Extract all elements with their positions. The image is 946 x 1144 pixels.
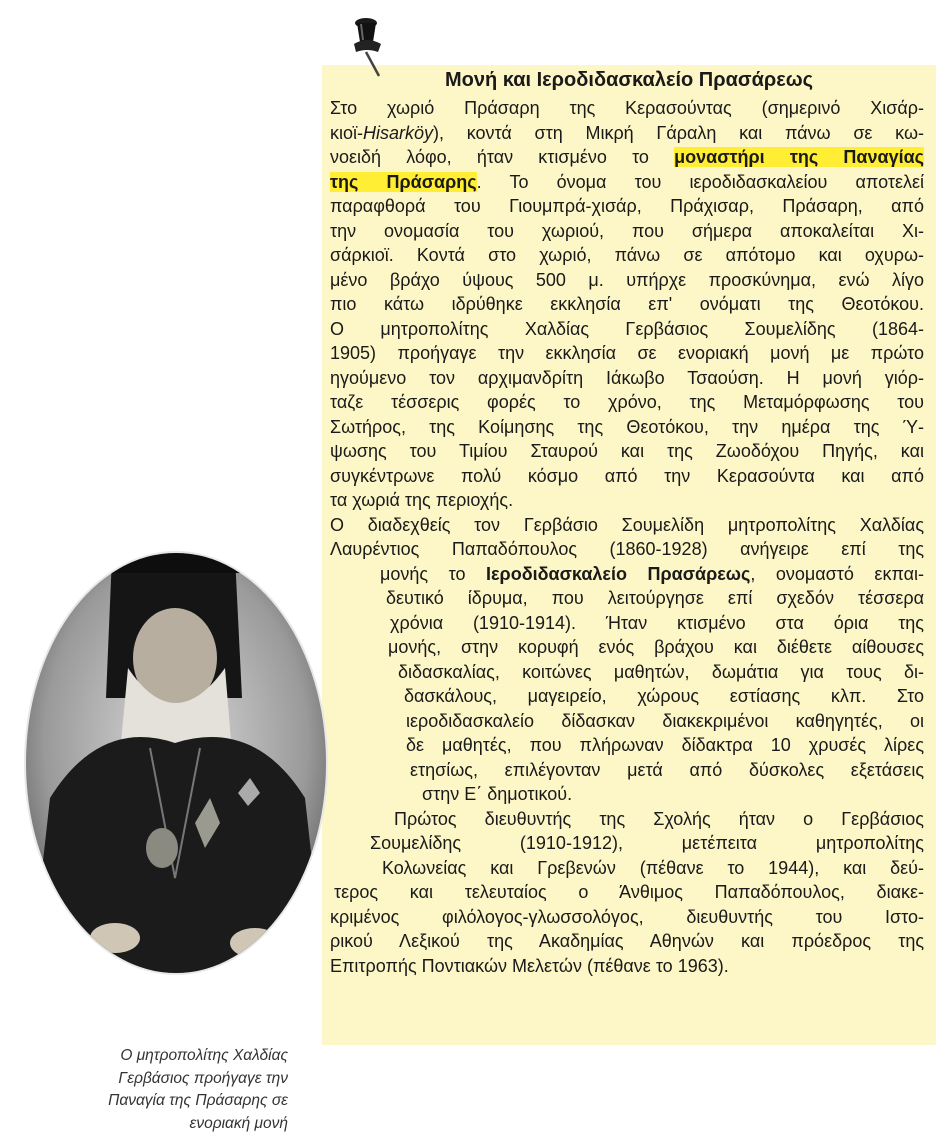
metropolitan-portrait [20,548,332,978]
article-line: κιοϊ-Hisarköy), κοντά στη Μικρή Γάραλη και πάνω σε κω- [330,122,924,143]
article-line: δασκάλους, μαγειρείο, χώρους εστίασης κλπ. Στο [404,686,924,706]
article-line: ταζε τέσσερις φορές το χρόνο, της Μεταμόρφωσης του [330,392,924,412]
caption-line: ενοριακή μονή [189,1114,288,1132]
article-line: τα χωριά της περιοχής. [330,490,514,510]
article-line: 1905) προήγαγε την εκκλησία σε ενοριακή μονή με πρώτο [330,343,924,363]
article-line: Ο διαδεχθείς τον Γερβάσιο Σουμελίδη μητροπολίτης Χαλδίας [330,514,924,535]
caption-line: Ο μητροπολίτης Χαλδίας [120,1047,288,1064]
article-line: ετησίως, επιλέγονταν μετά από δύσκολες εξετάσεις [410,759,924,780]
article-line: Πρώτος διευθυντής της Σχολής ήταν ο Γερβάσιος [394,808,924,829]
article-line: διδασκαλίας, κοιτώνες μαθητών, δωμάτια για τους δι- [398,661,924,682]
article-line: Ο μητροπολίτης Χαλδίας Γερβάσιος Σουμελίδης (1864- [330,318,924,339]
article-line: ρικού Λεξικού της Ακαδημίας Αθηνών και πρόεδρος της [330,931,924,951]
article-line: τερος και τελευταίος ο Άνθιμος Παπαδόπουλος, διακε- [334,882,924,902]
article-line: Στο χωριό Πράσαρη της Κερασούντας (σημερινό Χισάρ- [330,98,924,118]
article-line: συγκέντρωνε πολύ κόσμο από την Κερασούντα και από [330,465,924,486]
article-line: ηγούμενο τον αρχιμανδρίτη Ιάκωβο Τσαούση. Η μονή γιόρ- [330,367,924,388]
article-line: χρόνια (1910-1914). Ήταν κτισμένο στα όρια της [390,612,924,633]
caption-line: Γερβάσιος προήγαγε την [118,1069,288,1087]
article-line: μένο βράχο ύψους 500 μ. υπήρχε προσκύνημα, ενώ λίγο [330,269,924,290]
article-body [330,96,924,978]
article-line: Σουμελίδης (1910-1912), μετέπειτα μητροπολίτης [370,833,924,853]
article-line: κριμένος φιλόλογος-γλωσσολόγος, διευθυντής του Ιστο- [330,906,924,927]
portrait-caption [18,1045,288,1135]
article-line: νοειδή λόφο, ήταν κτισμένο το μοναστήρι της Παναγίας [330,147,924,167]
article-line: Επιτροπής Ποντιακών Μελετών (πέθανε το 1963). [330,955,729,976]
article-line: ψωσης του Τιμίου Σταυρού και της Ζωοδόχου Πηγής, και [330,441,924,461]
article-line: Σωτήρος, της Κοίμησης της Θεοτόκου, την ημέρα της Ύ- [330,416,924,437]
article-line: σάρκιοϊ. Κοντά στο χωριό, πάνω σε απότομο και οχυρω- [330,245,924,265]
article-line: στην Ε΄ δημοτικού. [422,784,573,804]
article-line: δε μαθητές, που πλήρωναν δίδακτρα 10 χρυσές λίρες [406,735,924,755]
article-line: πιο κάτω ιδρύθηκε εκκλησία επ' ονόματι της Θεοτόκου. [330,294,924,314]
article-line: της Πράσαρης. Το όνομα του ιεροδιδασκαλείου αποτελεί [330,171,924,192]
article-line: Λαυρέντιος Παπαδόπουλος (1860-1928) ανήγειρε επί της [330,539,924,559]
article-line: δευτικό ίδρυμα, που λειτούργησε επί σχεδόν τέσσερα [386,588,924,608]
article-line: μονής, στην κορυφή ενός βράχου και διέθετε αίθουσες [388,637,924,657]
article-line: την ονομασία του χωριού, που σήμερα αποκαλείται Χι- [330,220,924,241]
article-line: παραφθορά του Γιουμπρά-χισάρ, Πράχισαρ, Πράσαρη, από [330,196,924,216]
article-line: μονής το Ιεροδιδασκαλείο Πρασάρεως, ονομαστό εκπαι- [380,563,925,584]
article-title: Μονή και Ιεροδιδασκαλείο Πρασάρεως [444,69,814,91]
article-line: ιεροδιδασκαλείο δίδασκαν διακεκριμένοι καθηγητές, οι [406,710,924,731]
caption-line: Παναγία της Πράσαρης σε [108,1092,288,1109]
article-line: Κολωνείας και Γρεβενών (πέθανε το 1944), και δεύ- [382,857,924,878]
